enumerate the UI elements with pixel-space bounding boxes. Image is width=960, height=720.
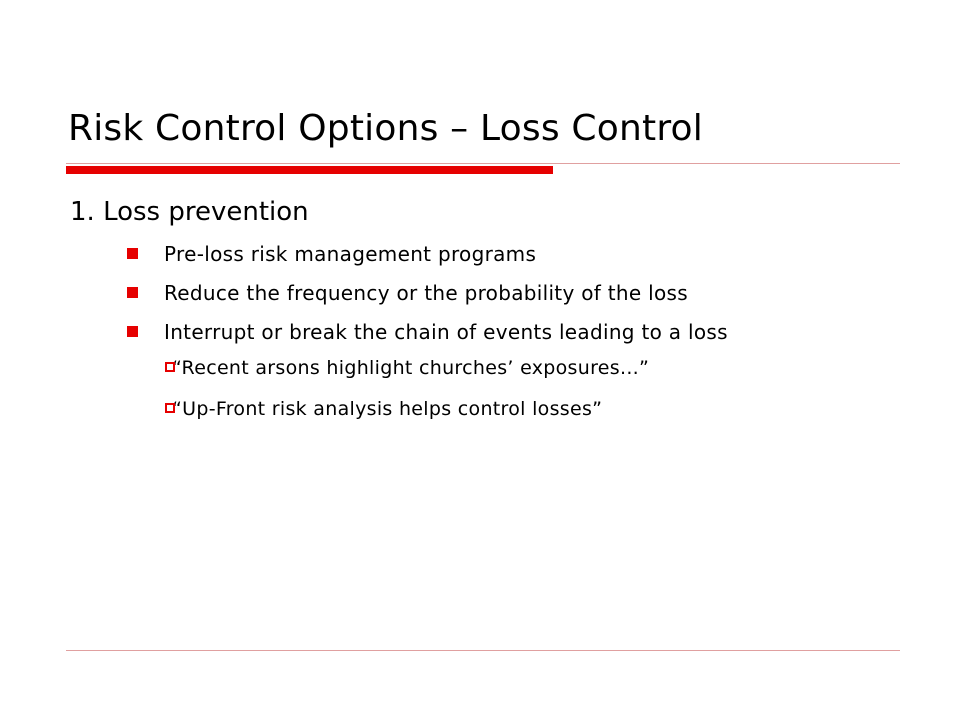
hollow-square-bullet-icon [165,403,175,413]
filled-square-bullet-icon [127,326,138,337]
section-heading: 1. Loss prevention [70,197,309,227]
sub-bullet-text: “Recent arsons highlight churches’ exposures...” [172,357,650,379]
filled-square-bullet-icon [127,248,138,259]
sub-bullet-item [118,395,818,423]
title-accent-bar [66,166,553,174]
bullet-list [118,240,888,436]
hollow-square-bullet-icon [165,362,175,372]
bullet-item [118,240,888,268]
footer-divider-line [66,650,900,651]
sub-bullet-text: “Up-Front risk analysis helps control losses” [172,398,603,420]
bullet-item [118,279,888,307]
sub-bullet-item [118,354,818,382]
bullet-text: Reduce the frequency or the probability of the loss [164,281,688,305]
bullet-text: Pre-loss risk management programs [164,242,537,266]
title-divider-line [66,163,900,164]
sub-bullet-list [118,354,818,423]
filled-square-bullet-icon [127,287,138,298]
bullet-item [118,318,888,423]
bullet-text: Interrupt or break the chain of events leading to a loss [164,320,728,344]
slide-title: Risk Control Options – Loss Control [68,108,703,149]
